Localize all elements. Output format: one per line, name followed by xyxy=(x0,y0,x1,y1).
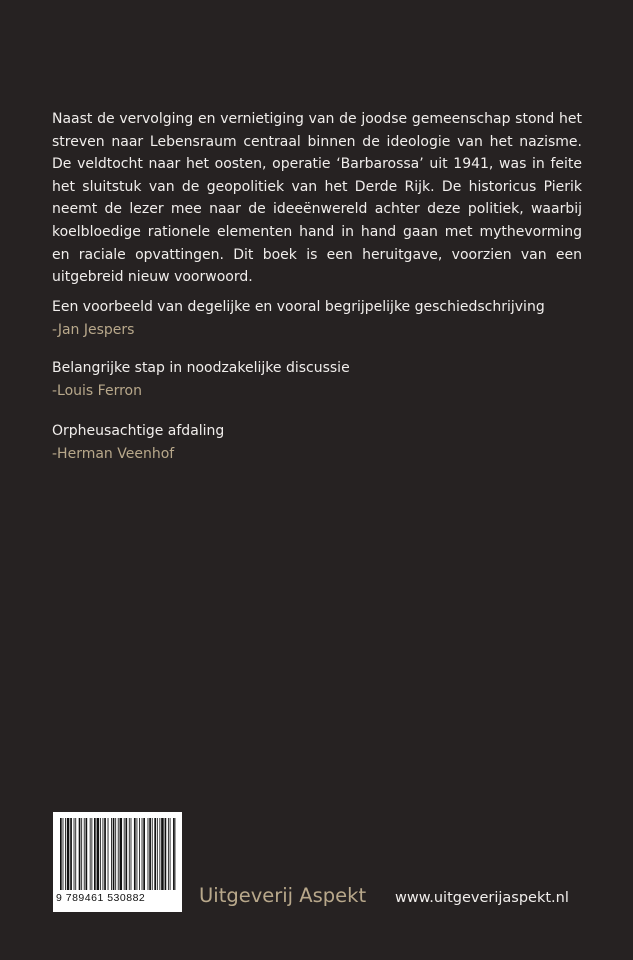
quote-author: -Jan Jespers xyxy=(52,322,135,338)
publisher-name: Uitgeverij Aspekt xyxy=(199,884,367,907)
barcode-icon xyxy=(60,818,176,890)
quote-text: Belangrijke stap in noodzakelijke discussie xyxy=(52,360,350,376)
quote-text: Orpheusachtige afdaling xyxy=(52,423,225,439)
isbn-barcode xyxy=(53,812,182,912)
isbn-digits: 9 789461 530882 xyxy=(56,892,146,904)
quote-louis-ferron xyxy=(52,357,592,403)
blurb-text: Naast de vervolging en vernietiging van de joodse gemeenschap stond het streven naar Lebensraum centraal binnen de ideologie van het nazisme. De veldtocht naar het oosten, operatie ‘Barbarossa’ uit 1941, was in feite het sluitstuk van de geopolitiek van het Derde Rijk. De historicus Pierik neemt de lezer mee naar de ideeënwereld achter deze politiek, waarbij koelbloedige rationele elementen hand in hand gaan met mythevorming en raciale opvattingen. Dit boek is een heruitgave, voorzien van een uitgebreid nieuw voorwoord. xyxy=(52,111,582,286)
quote-jan-jespers xyxy=(52,296,592,342)
publisher-website: www.uitgeverijaspekt.nl xyxy=(395,890,569,906)
quote-author: -Louis Ferron xyxy=(52,383,142,399)
quote-herman-veenhof xyxy=(52,420,592,466)
quote-author: -Herman Veenhof xyxy=(52,446,175,462)
quote-text: Een voorbeeld van degelijke en vooral begrijpelijke geschiedschrijving xyxy=(52,299,545,315)
